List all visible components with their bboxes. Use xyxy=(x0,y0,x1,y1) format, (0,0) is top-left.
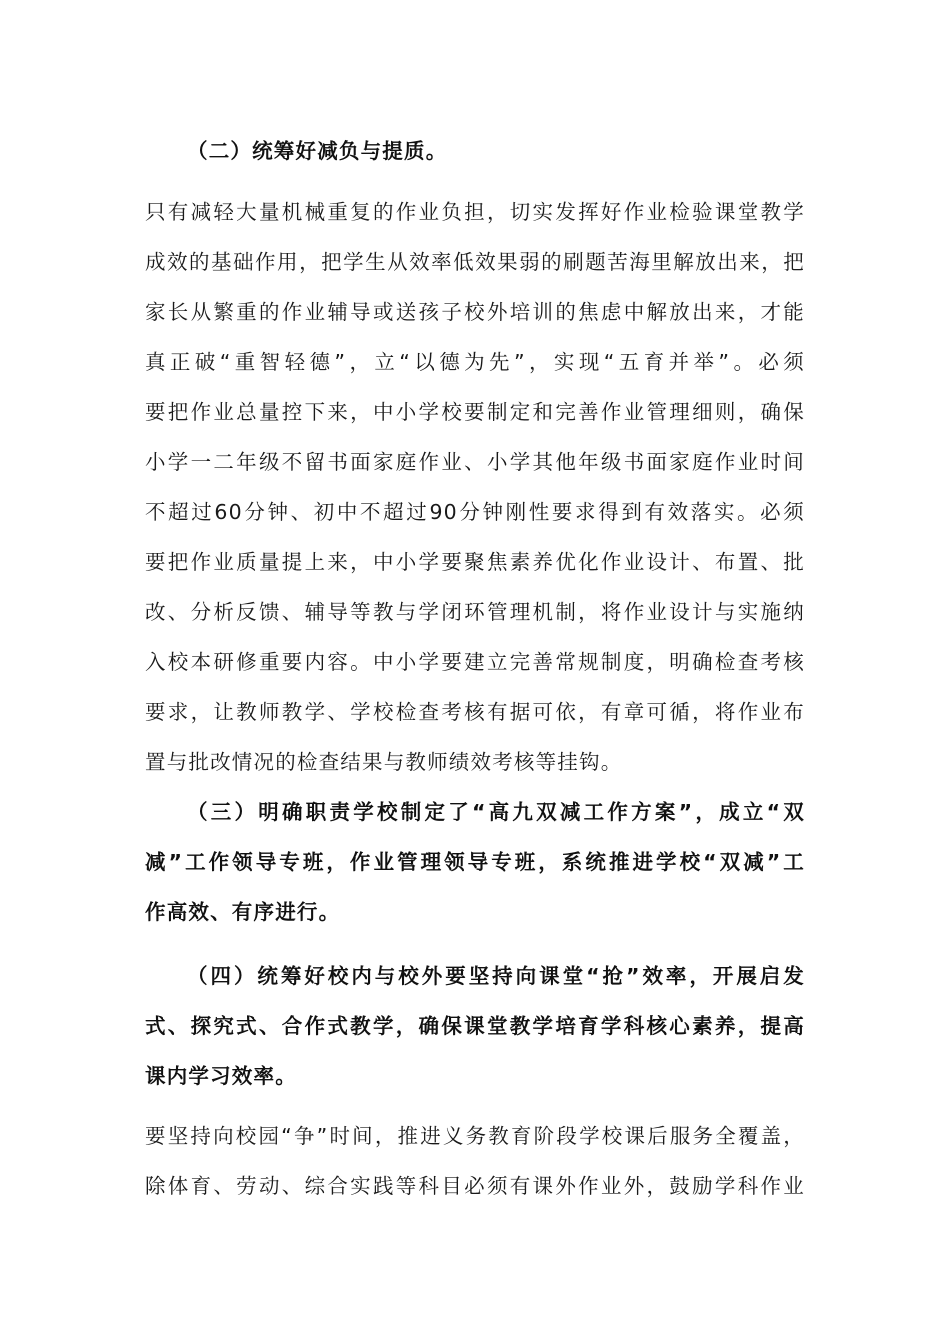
paragraph-line: 要求，让教师教学、学校检查考核有据可依，有章可循，将作业布 xyxy=(145,700,805,724)
paragraph-line: 家长从繁重的作业辅导或送孩子校外培训的焦虑中解放出来，才能 xyxy=(145,300,805,324)
section-heading-3-line: 减”工作领导专班，作业管理领导专班，系统推进学校“双减”工 xyxy=(145,850,805,874)
section-heading-4-line: 课内学习效率。 xyxy=(145,1064,297,1088)
paragraph-line: 小学一二年级不留书面家庭作业、小学其他年级书面家庭作业时间 xyxy=(145,450,805,474)
paragraph-line: 改、分析反馈、辅导等教与学闭环管理机制，将作业设计与实施纳 xyxy=(145,600,805,624)
section-heading-2: （二）统筹好减负与提质。 xyxy=(187,139,448,163)
paragraph-line: 入校本研修重要内容。中小学要建立完善常规制度，明确检查考核 xyxy=(145,650,805,674)
paragraph-line: 要坚持向校园“争”时间，推进义务教育阶段学校课后服务全覆盖， xyxy=(145,1124,805,1148)
section-heading-3-line: 作高效、有序进行。 xyxy=(145,900,341,924)
paragraph-line: 只有减轻大量机械重复的作业负担，切实发挥好作业检验课堂教学 xyxy=(145,200,805,224)
section-heading-4-line: 式、探究式、合作式教学，确保课堂教学培育学科核心素养，提高 xyxy=(145,1014,805,1038)
section-heading-3: （三）明确职责学校制定了“高九双减工作方案”，成立“双 xyxy=(187,800,805,824)
paragraph-line: 真正破“重智轻德”，立“以德为先”，实现“五育并举”。必须 xyxy=(145,350,805,374)
paragraph-line: 不超过60分钟、初中不超过90分钟刚性要求得到有效落实。必须 xyxy=(145,500,805,524)
paragraph-line: 置与批改情况的检查结果与教师绩效考核等挂钩。 xyxy=(145,750,623,774)
paragraph-line: 除体育、劳动、综合实践等科目必须有课外作业外，鼓励学科作业 xyxy=(145,1174,805,1198)
paragraph-line: 成效的基础作用，把学生从效率低效果弱的刷题苦海里解放出来，把 xyxy=(145,250,805,274)
paragraph-line: 要把作业总量控下来，中小学校要制定和完善作业管理细则，确保 xyxy=(145,400,805,424)
paragraph-line: 要把作业质量提上来，中小学要聚焦素养优化作业设计、布置、批 xyxy=(145,550,805,574)
section-heading-4: （四）统筹好校内与校外要坚持向课堂“抢”效率，开展启发 xyxy=(187,964,805,988)
